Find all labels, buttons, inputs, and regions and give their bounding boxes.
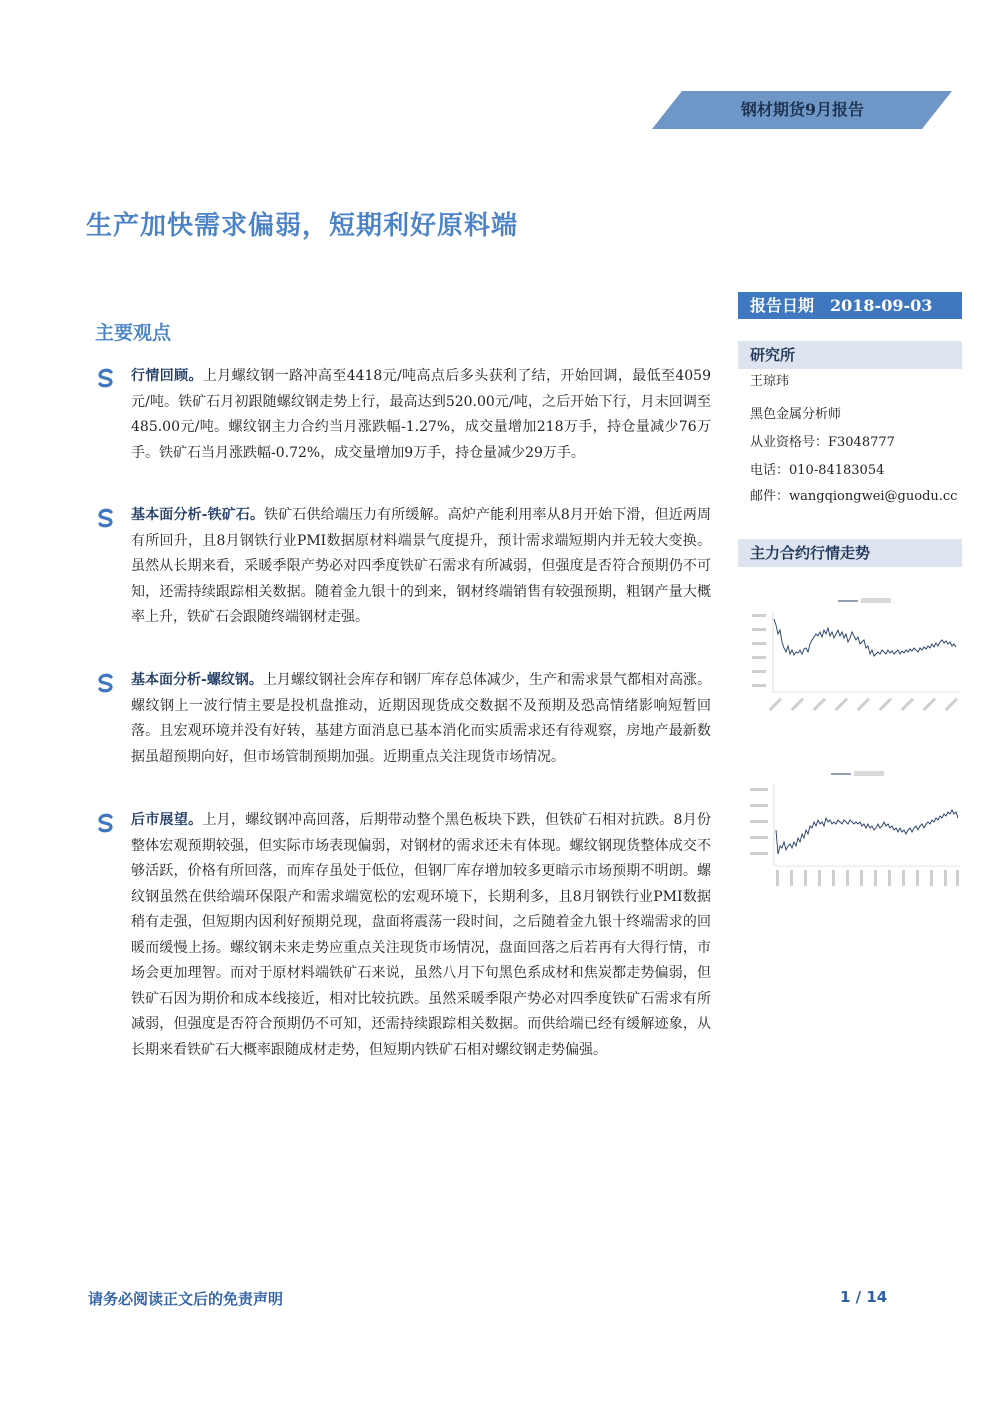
report-date-bar (738, 292, 962, 319)
paragraph-text: 上月螺纹钢一路冲高至4418元/吨高点后多头获利了结，开始回调，最低至4059元/吨。铁矿石月初跟随螺纹钢走势上行，最高达到520.00元/吨，之后开始下行，月末回调至485.00元/吨。螺纹钢主力合约当月涨跌幅-1.27%，成交量增加218万手，持仓量减少76万手。铁矿石当月涨跌幅-0.72%，成交量增加9万手，持仓量减少29万手。 (131, 368, 712, 461)
paragraph-rebar-fundamentals (131, 668, 711, 770)
paragraph-iron-ore-fundamentals (131, 503, 711, 631)
paragraph-market-review (131, 364, 711, 466)
paragraph-lead: 基本面分析-螺纹钢。 (131, 672, 263, 688)
trend-header: 主力合约行情走势 (738, 539, 962, 567)
chart1-series-line (774, 619, 956, 656)
disclaimer-note: 请务必阅读正文后的免责声明 (88, 1290, 284, 1308)
bullet-s-icon (96, 368, 116, 388)
analyst-name: 王琼玮 (750, 374, 790, 389)
analyst-license: 从业资格号：F3048777 (750, 435, 895, 450)
page-number: 1 / 14 (840, 1288, 888, 1306)
analyst-phone: 电话：010-84183054 (750, 463, 885, 478)
paragraph-lead: 后市展望。 (131, 812, 203, 828)
report-date-value: 2018-09-03 (830, 296, 933, 315)
analyst-email: 邮件：wangqiongwei@guodu.cc (750, 489, 958, 504)
bullet-s-icon (96, 673, 116, 693)
bullet-s-icon (96, 813, 116, 833)
chart2-legend-label-placeholder (854, 771, 884, 776)
chart2-xtick-labels (776, 870, 959, 886)
chart1-xtick-labels (769, 698, 958, 711)
chart2-ytick-labels (750, 788, 768, 855)
paragraph-lead: 基本面分析-铁矿石。 (131, 507, 265, 523)
rebar-trend-chart (746, 592, 962, 722)
page-title: 生产加快需求偏弱，短期利好原料端 (86, 211, 519, 241)
paragraph-lead: 行情回顾。 (131, 368, 203, 384)
bullet-s-icon (96, 508, 116, 528)
iron-ore-trend-chart (746, 766, 962, 891)
chart2-series-line (776, 810, 958, 854)
report-date-label: 报告日期 (750, 296, 815, 315)
analyst-role: 黑色金属分析师 (750, 407, 842, 422)
institute-header: 研究所 (738, 341, 962, 369)
chart1-legend-label-placeholder (861, 598, 891, 603)
report-series-title: 钢材期货9月报告 (740, 100, 865, 119)
section-title-main-points: 主要观点 (95, 322, 172, 344)
paragraph-text: 上月，螺纹钢冲高回落，后期带动整个黑色板块下跌，但铁矿石相对抗跌。8月份整体宏观预期较强，但实际市场表现偏弱，对钢材的需求还未有体现。螺纹钢现货整体成交不够活跃，价格有所回落，而库存虽处于低位，但钢厂库存增加较多更暗示市场预期不明朗。螺纹钢虽然在供给端环保限产和需求端宽松的宏观环境下，长期利多，且8月钢铁行业PMI数据稍有走强，但短期内因利好预期兑现，盘面将震荡一段时间，之后随着金九银十终端需求的回暖而缓慢上扬。螺纹钢未来走势应重点关注现货市场情况，盘面回落之后若再有大得行情，市场会更加理智。而对于原材料端铁矿石来说，虽然八月下旬黑色系成材和焦炭都走势偏弱，但铁矿石因为期价和成本线接近，相对比较抗跌。虽然采暖季限产势必对四季度铁矿石需求有所减弱，但强度是否符合预期仍不可知，还需持续跟踪相关数据。而供给端已经有缓解迹象，从长期来看铁矿石大概率跟随成材走势，但短期内铁矿石相对螺纹钢走势偏强。 (131, 812, 712, 1058)
paragraph-text: 铁矿石供给端压力有所缓解。高炉产能利用率从8月开始下滑，但近两周有所回升，且8月钢铁行业PMI数据原材料端景气度提升，预计需求端短期内并无较大变换。虽然从长期来看，采暖季限产势必对四季度铁矿石需求有所减弱，但强度是否符合预期仍不可知，还需持续跟踪相关数据。随着金九银十的到来，钢材终端销售有较强预期，粗钢产量大概率上升，铁矿石会跟随终端钢材走强。 (131, 507, 712, 625)
paragraph-outlook (131, 808, 711, 1063)
paragraph-text: 上月螺纹钢社会库存和钢厂库存总体减少，生产和需求景气都相对高涨。螺纹钢上一波行情主要是投机盘推动，近期因现货成交数据不及预期及恐高情绪影响短暂回落。且宏观环境并没有好转，基建方面消息已基本消化而实质需求还有待观察，房地产最新数据虽超预期向好，但市场管制预期加强。近期重点关注现货市场情况。 (131, 672, 711, 765)
chart1-ytick-labels (752, 614, 766, 687)
